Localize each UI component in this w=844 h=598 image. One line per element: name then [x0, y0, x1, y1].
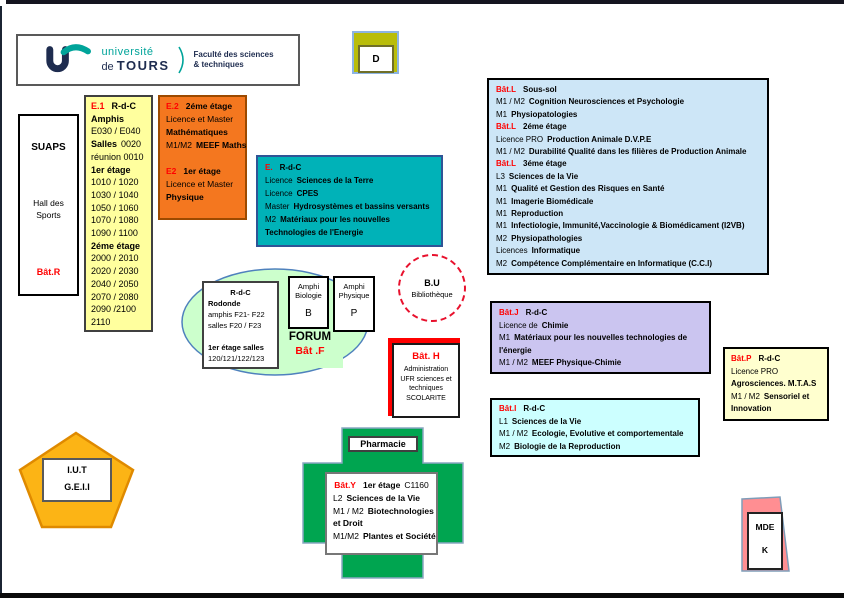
text-line — [265, 174, 434, 187]
text-line — [731, 378, 821, 391]
text-line — [496, 121, 760, 133]
text-segment: 1er étage — [362, 480, 401, 490]
text-segment: R-d-C — [758, 354, 781, 363]
text-line — [731, 366, 821, 379]
mde-label-box — [747, 512, 783, 570]
text-line — [91, 316, 146, 329]
text-segment: M2 — [496, 258, 508, 268]
text-segment: Plantes et Société — [362, 531, 436, 542]
building-suaps-box — [18, 114, 79, 296]
text-segment: Salles — [91, 139, 118, 150]
left-frame-edge — [0, 6, 2, 593]
text-line — [499, 403, 691, 416]
building-e-box — [256, 155, 443, 247]
text-segment: M1 / M2 — [499, 429, 528, 439]
text-line — [496, 208, 760, 220]
iut-line1: I.U.T — [67, 465, 87, 475]
text-line — [496, 258, 760, 270]
text-line — [91, 278, 146, 291]
text-line — [91, 265, 146, 278]
text-segment: Sciences de la Vie — [511, 416, 582, 426]
text-line — [91, 252, 146, 265]
forum-label — [277, 331, 343, 357]
text-segment: SCOLARITE — [406, 394, 446, 402]
text-segment: 1010 / 1020 — [91, 177, 139, 188]
text-line — [91, 113, 146, 126]
text-segment: 2070 / 2080 — [91, 291, 139, 302]
logo-divider-icon — [177, 45, 187, 75]
text-segment: Cognition Neurosciences et Psychologie — [528, 97, 685, 107]
text-segment: M1 — [499, 333, 511, 343]
text-line — [499, 428, 691, 441]
text-segment: Sous-sol — [523, 85, 557, 94]
text-line — [499, 307, 702, 320]
text-segment: Master — [265, 202, 290, 211]
text-line — [496, 96, 760, 108]
text-segment: M1 / M2 — [496, 147, 525, 157]
amphi-phy-line1: Amphi — [343, 282, 365, 291]
text-segment: MEEF Maths — [195, 140, 247, 150]
building-d-label: D — [358, 45, 394, 73]
text-line — [333, 530, 436, 543]
text-segment: Qualité et Gestion des Risques en Santé — [511, 184, 665, 194]
text-segment: Ecologie, Evolutive et comportementale — [531, 429, 684, 439]
text-line — [91, 100, 146, 113]
text-segment: M1 / M2 — [496, 97, 525, 107]
text-segment: réunion 0010 — [91, 151, 144, 162]
text-segment: M1 / M2 — [499, 358, 528, 368]
text-line — [496, 171, 760, 183]
text-line — [208, 353, 273, 364]
suaps-subtitle — [20, 197, 77, 221]
text-segment: M2 — [499, 441, 511, 451]
text-segment: R-d-C — [279, 163, 302, 172]
building-h-box — [392, 343, 460, 418]
suaps-sub-line2: Sports — [36, 210, 61, 220]
text-segment: Mathématiques — [166, 127, 228, 137]
text-segment: 2éme étage — [523, 122, 567, 132]
text-line — [166, 165, 239, 178]
text-segment: Licence PRO — [731, 366, 779, 376]
text-line — [91, 227, 146, 240]
text-line — [166, 191, 239, 204]
text-segment: M1 — [496, 221, 508, 231]
text-segment: L1 — [499, 416, 508, 426]
text-line — [496, 220, 760, 232]
amphi-bio-line1: Amphi — [297, 282, 320, 291]
text-line — [394, 394, 458, 404]
university-logo-box — [16, 34, 300, 86]
text-segment: E2 — [166, 166, 177, 176]
text-segment: Technologies de l'Energie — [265, 228, 364, 237]
text-segment: M1 — [496, 196, 508, 206]
text-segment: 1070 / 1080 — [91, 215, 139, 226]
text-line — [496, 84, 760, 96]
text-segment: Hydrosystèmes et bassins versants — [293, 202, 430, 211]
text-line — [91, 138, 146, 151]
text-segment: Imagerie Biomédicale — [511, 196, 594, 206]
text-segment: Bât.Y — [334, 480, 356, 490]
text-line — [731, 391, 821, 404]
text-line — [333, 492, 430, 505]
forum-bat-label: Bât .F — [295, 345, 325, 357]
text-segment: Bât.J — [499, 308, 519, 317]
text-line — [166, 126, 239, 139]
text-line — [496, 158, 760, 170]
text-segment: Production Animale D.V.P.E — [547, 134, 652, 144]
faculty-text — [194, 50, 274, 70]
text-segment: techniques — [409, 385, 443, 392]
amphi-bio-letter: B — [305, 308, 312, 319]
text-line — [91, 240, 146, 253]
text-line — [731, 403, 821, 416]
text-segment: Bât.L — [496, 159, 516, 169]
text-line — [333, 479, 430, 492]
text-segment: M1 — [496, 209, 508, 219]
bu-title: B.U — [424, 277, 440, 288]
text-segment: L2 — [333, 492, 343, 503]
text-segment: E.1 — [91, 101, 105, 111]
text-segment: Licences — [496, 246, 528, 256]
text-line — [499, 345, 702, 358]
text-segment: Sciences de la Vie — [508, 171, 579, 181]
text-segment: R-d-C — [523, 404, 546, 413]
building-i-box — [490, 398, 700, 457]
text-line — [166, 178, 239, 191]
brand-de: de — [101, 61, 114, 73]
top-frame-bar — [6, 0, 844, 4]
text-segment: R-d-C — [230, 288, 251, 297]
text-line — [496, 245, 760, 257]
text-segment: Biotechnologies — [367, 505, 434, 516]
text-line — [208, 342, 273, 353]
text-segment: Reproduction — [511, 209, 564, 219]
text-segment: Bât.P — [731, 354, 752, 363]
text-line — [91, 151, 146, 164]
text-segment: CPES — [296, 189, 319, 198]
text-segment: Licence de — [499, 320, 538, 330]
text-segment: 1030 / 1040 — [91, 189, 139, 200]
text-segment: Licence — [265, 189, 293, 198]
ut-logo-icon — [42, 44, 94, 76]
text-line — [496, 233, 760, 245]
forum-info-box — [202, 281, 279, 369]
text-segment: 0020 — [121, 139, 142, 150]
text-segment: M1 / M2 — [333, 505, 364, 516]
text-segment: Agrosciences. M.T.A.S — [731, 379, 817, 389]
text-line — [394, 375, 458, 385]
text-line — [208, 331, 273, 342]
text-line — [394, 365, 458, 375]
text-segment: Licence et Master — [166, 114, 234, 124]
text-line — [166, 139, 247, 152]
text-segment: 1er étage salles — [208, 343, 264, 352]
text-segment: Bât.L — [496, 122, 516, 132]
text-segment: L3 — [496, 171, 505, 181]
brand-line1: université — [101, 46, 154, 58]
text-line — [496, 134, 760, 146]
text-line — [91, 303, 146, 316]
text-segment: M1 — [496, 184, 508, 194]
text-segment: E. — [265, 163, 273, 172]
text-line — [208, 320, 273, 331]
building-e1-box — [84, 95, 153, 332]
text-segment: M1 / M2 — [731, 391, 760, 401]
pharmacie-label-box: Pharmacie — [348, 436, 418, 452]
brand-text — [101, 47, 169, 73]
text-line — [91, 176, 146, 189]
text-line — [496, 109, 760, 121]
building-d-box — [352, 31, 399, 74]
text-segment: Licence PRO — [496, 134, 544, 144]
text-segment: Informatique — [531, 246, 581, 256]
suaps-title: SUAPS — [31, 142, 66, 153]
text-segment: Compétence Complémentaire en Informatique (C.C.I) — [511, 258, 713, 268]
amphi-physique-box — [333, 276, 375, 332]
text-line — [91, 164, 146, 177]
text-segment: Sensoriel et — [763, 391, 810, 401]
text-segment: et Droit — [333, 518, 363, 529]
text-segment: UFR sciences et — [400, 375, 452, 383]
text-segment: amphis F21- F22 — [208, 310, 265, 319]
building-p-box — [723, 347, 829, 421]
text-line — [91, 214, 146, 227]
text-segment: Licence et Master — [166, 179, 234, 189]
text-segment: 2000 / 2010 — [91, 253, 139, 264]
text-segment: 2110 — [91, 316, 111, 327]
text-line — [91, 189, 146, 202]
iut-line2: G.E.I.I — [64, 482, 90, 492]
forum-title: FORUM — [288, 331, 332, 343]
text-segment: M2 — [496, 233, 508, 243]
brand-tours: TOURS — [116, 58, 170, 73]
text-segment: Matériaux pour les nouvelles technologies de — [514, 333, 688, 343]
text-segment: Physiopatologies — [511, 109, 578, 119]
text-segment: l'énergie — [499, 345, 532, 355]
text-segment: 3éme étage — [523, 159, 567, 169]
text-segment: E030 / E040 — [91, 126, 141, 137]
text-line — [499, 441, 691, 454]
text-line — [333, 517, 430, 530]
building-j-box — [490, 301, 711, 374]
text-segment: Physiopathologies — [511, 233, 583, 243]
text-line — [499, 416, 691, 429]
bu-subtitle: Bibliothèque — [411, 289, 453, 299]
text-segment: Biologie de la Reproduction — [514, 441, 621, 451]
text-line — [265, 200, 434, 213]
text-segment: Rodonde — [208, 299, 241, 308]
mde-line1: MDE — [755, 522, 775, 532]
text-segment: R-d-C — [111, 101, 137, 111]
suaps-sub-line1: Hall des — [33, 198, 64, 208]
text-line — [499, 357, 702, 370]
text-segment: Chimie — [541, 320, 569, 330]
text-line — [499, 320, 702, 333]
text-segment: R-d-C — [525, 308, 548, 317]
amphi-bio-line2: Biologie — [295, 291, 322, 300]
text-segment: 1er étage — [183, 166, 221, 176]
text-segment: Bât.I — [499, 404, 517, 413]
text-line — [265, 226, 434, 239]
building-h-lines — [394, 365, 458, 403]
amphi-phy-line2: Physique — [338, 291, 370, 300]
text-segment: Administration — [403, 366, 449, 373]
text-segment: M2 — [265, 215, 277, 224]
text-segment: Innovation — [731, 404, 772, 414]
text-line — [265, 161, 434, 174]
text-line — [496, 183, 760, 195]
text-line — [499, 332, 702, 345]
faculty-line1: Faculté des sciences — [193, 50, 274, 59]
amphi-biologie-box — [288, 276, 329, 329]
text-line — [208, 309, 273, 320]
text-line — [265, 213, 434, 226]
library-circle — [398, 254, 466, 322]
text-segment: 2090 /2100 — [91, 304, 137, 315]
text-line — [731, 353, 821, 366]
text-line — [333, 505, 434, 518]
text-line — [496, 146, 760, 158]
text-segment: C1160 — [404, 480, 429, 490]
text-segment: M1/M2 — [333, 531, 359, 542]
text-segment: Infectiologie, Immunité,Vaccinologie & Biomédicament (I2VB) — [511, 221, 745, 231]
text-segment: 1090 / 1100 — [91, 228, 138, 239]
building-y-box — [325, 472, 438, 555]
building-h-title: Bât. H — [412, 351, 440, 362]
text-line — [166, 100, 239, 113]
text-line — [166, 113, 239, 126]
text-segment: 1050 / 1060 — [91, 202, 139, 213]
building-e2-box — [158, 95, 247, 220]
text-segment: 2éme étage — [185, 101, 233, 111]
brand-line2 — [101, 59, 169, 73]
text-segment: 2éme étage — [91, 240, 141, 251]
text-line — [394, 384, 458, 394]
iut-label-box — [42, 458, 112, 502]
text-segment: 1er étage — [91, 164, 131, 175]
text-line — [166, 152, 239, 165]
text-segment: 2020 / 2030 — [91, 266, 139, 277]
text-segment: Licence — [265, 176, 293, 185]
bottom-frame-bar — [0, 593, 844, 598]
text-segment: salles F20 / F23 — [208, 321, 262, 330]
text-line — [91, 125, 146, 138]
text-line — [265, 187, 434, 200]
text-segment: Amphis — [91, 113, 125, 124]
amphi-phy-letter: P — [350, 308, 358, 319]
text-segment: Bât.L — [496, 85, 516, 94]
text-segment: E.2 — [166, 101, 179, 111]
text-segment: Durabilité Qualité dans les filières de Production Animale — [528, 147, 747, 157]
text-line — [496, 196, 760, 208]
text-segment: Physique — [166, 192, 204, 202]
building-l-box — [487, 78, 769, 275]
text-segment: M1/M2 — [166, 140, 192, 150]
mde-line2: K — [761, 545, 769, 555]
text-segment: 120/121/122/123 — [208, 354, 265, 363]
text-segment: Sciences de la Terre — [296, 176, 374, 185]
suaps-bat-label: Bât.R — [36, 267, 61, 277]
text-segment: MEEF Physique-Chimie — [531, 358, 622, 368]
text-line — [91, 291, 146, 304]
text-line — [91, 202, 146, 215]
text-line — [208, 287, 273, 298]
text-segment: M1 — [496, 109, 508, 119]
text-segment: 2040 / 2050 — [91, 278, 139, 289]
text-segment: Matériaux pour les nouvelles — [280, 215, 390, 224]
text-line — [208, 298, 273, 309]
text-segment: Sciences de la Vie — [346, 492, 421, 503]
faculty-line2: & techniques — [193, 60, 244, 69]
